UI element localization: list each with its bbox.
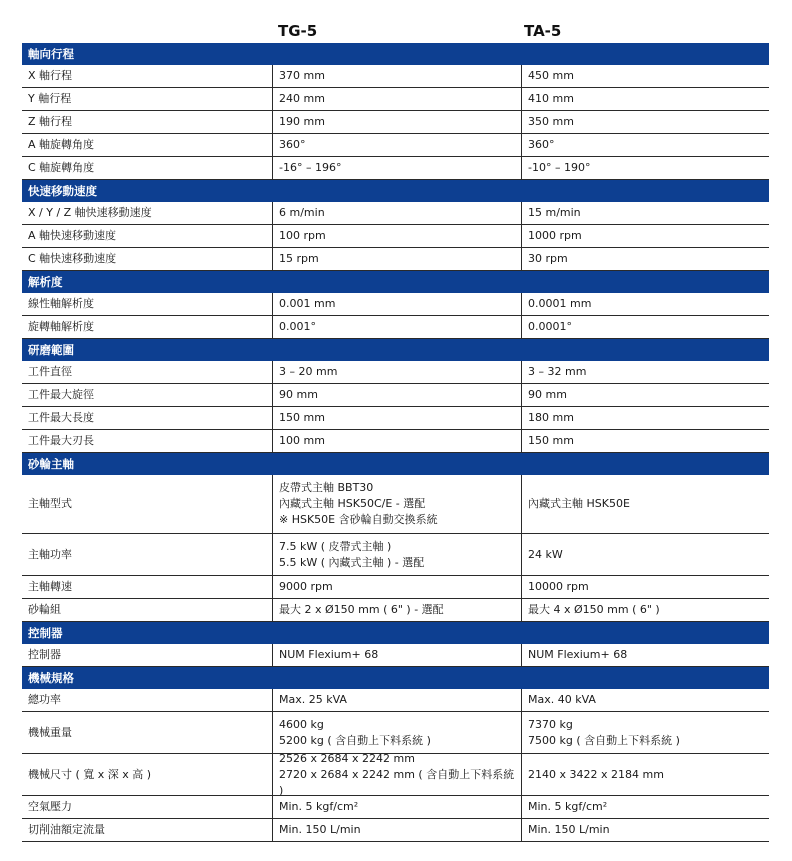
- table-row: [22, 361, 769, 384]
- spec-value-tg5: [272, 134, 521, 156]
- spec-label: C 軸快速移動速度: [28, 252, 117, 265]
- spec-value-line: 450 mm: [528, 69, 574, 82]
- spec-label: 主軸功率: [28, 547, 72, 561]
- table-row: [22, 751, 769, 797]
- spec-label: X 軸行程: [28, 69, 73, 82]
- table-row: [22, 65, 769, 88]
- spec-value-line: 360°: [528, 138, 555, 151]
- spec-label: C 軸旋轉角度: [28, 161, 95, 174]
- table-row: [22, 819, 769, 842]
- spec-value-line: 350 mm: [528, 115, 574, 128]
- table-row: [22, 202, 769, 225]
- spec-value-tg5: [272, 534, 521, 575]
- spec-value-line: 190 mm: [279, 115, 325, 128]
- table-row: [22, 689, 769, 712]
- spec-value-line: 2526 x 2684 x 2242 mm: [279, 751, 415, 765]
- spec-value-tg5: [272, 157, 521, 179]
- spec-label: Y 軸行程: [28, 92, 72, 105]
- table-row: [22, 644, 769, 667]
- spec-value-ta5: [521, 576, 769, 598]
- table-row: [22, 248, 769, 271]
- spec-label: A 軸旋轉角度: [28, 138, 95, 151]
- table-row: [22, 88, 769, 111]
- spec-label: Z 軸行程: [28, 115, 73, 128]
- spec-value-line: Max. 25 kVA: [279, 693, 347, 706]
- spec-value-line: 240 mm: [279, 92, 325, 105]
- spec-value-tg5: [272, 689, 521, 711]
- section-header: 砂輪主軸: [22, 453, 769, 475]
- spec-value-line: 9000 rpm: [279, 580, 333, 593]
- spec-label: 主軸轉速: [28, 580, 72, 593]
- spec-value-tg5: [272, 293, 521, 315]
- spec-value-ta5: [521, 202, 769, 224]
- spec-value-line: 180 mm: [528, 411, 574, 424]
- spec-value-line: 5200 kg ( 含自動上下料系統 ): [279, 733, 431, 747]
- spec-value-ta5: [521, 534, 769, 575]
- spec-value-line: 皮帶式主軸 BBT30: [279, 481, 374, 494]
- section-header: 研磨範圍: [22, 339, 769, 361]
- spec-value-line: 30 rpm: [528, 252, 568, 265]
- spec-value-line: 3 – 20 mm: [279, 365, 338, 378]
- spec-value-ta5: [521, 430, 769, 452]
- spec-value-line: 0.0001°: [528, 320, 572, 333]
- spec-value-line: 410 mm: [528, 92, 574, 105]
- table-row: [22, 111, 769, 134]
- table-row: [22, 599, 769, 622]
- table-row: [22, 475, 769, 534]
- spec-value-line: 150 mm: [279, 411, 325, 424]
- spec-value-line: -10° – 190°: [528, 161, 591, 174]
- spec-value-line: -16° – 196°: [279, 161, 342, 174]
- table-header: [22, 0, 769, 43]
- spec-value-line: 6 m/min: [279, 206, 325, 219]
- spec-value-tg5: [272, 407, 521, 429]
- spec-value-tg5: [272, 248, 521, 270]
- spec-label: 工件最大旋徑: [28, 388, 94, 401]
- section-header: 解析度: [22, 271, 769, 293]
- section-header: 機械規格: [22, 667, 769, 689]
- spec-value-tg5: [272, 712, 521, 753]
- spec-value-line: NUM Flexium+ 68: [279, 648, 379, 661]
- spec-value-ta5: [521, 384, 769, 406]
- spec-value-line: 內藏式主軸 HSK50C/E - 選配: [279, 497, 426, 510]
- spec-value-line: 最大 2 x Ø150 mm ( 6" ) - 選配: [279, 603, 444, 616]
- spec-value-tg5: [272, 796, 521, 818]
- spec-value-tg5: [272, 576, 521, 598]
- spec-value-line: Min. 5 kgf/cm²: [279, 800, 359, 813]
- spec-table: [22, 0, 769, 842]
- spec-label: 主軸型式: [28, 497, 72, 510]
- spec-value-tg5: [272, 111, 521, 133]
- spec-value-line: Min. 5 kgf/cm²: [528, 800, 608, 813]
- spec-value-tg5: [272, 384, 521, 406]
- spec-value-ta5: [521, 134, 769, 156]
- spec-label: 工件最大刃長: [28, 434, 94, 447]
- spec-value-ta5: [521, 644, 769, 666]
- model-name-tg5: TG-5: [278, 22, 318, 40]
- table-row: [22, 293, 769, 316]
- spec-value-line: 360°: [279, 138, 306, 151]
- spec-value-ta5: [521, 819, 769, 841]
- spec-value-tg5: [272, 819, 521, 841]
- spec-value-ta5: [521, 361, 769, 383]
- table-row: [22, 796, 769, 819]
- spec-value-tg5: [272, 88, 521, 110]
- spec-value-tg5: [272, 202, 521, 224]
- spec-value-line: NUM Flexium+ 68: [528, 648, 628, 661]
- spec-value-ta5: [521, 88, 769, 110]
- spec-value-tg5: [272, 430, 521, 452]
- table-row: [22, 576, 769, 599]
- spec-value-line: 15 m/min: [528, 206, 581, 219]
- table-row: [22, 430, 769, 453]
- spec-value-line: 內藏式主軸 HSK50E: [528, 497, 630, 510]
- table-row: [22, 712, 769, 754]
- spec-value-line: 15 rpm: [279, 252, 319, 265]
- spec-value-line: 7.5 kW ( 皮帶式主軸 ): [279, 539, 392, 553]
- spec-value-ta5: [521, 316, 769, 338]
- spec-value-tg5: [272, 316, 521, 338]
- spec-label: 工件最大長度: [28, 411, 94, 424]
- spec-value-ta5: [521, 157, 769, 179]
- spec-label: 空氣壓力: [28, 800, 72, 813]
- spec-value-line: 最大 4 x Ø150 mm ( 6" ): [528, 603, 660, 616]
- spec-value-ta5: [521, 796, 769, 818]
- spec-value-ta5: [521, 111, 769, 133]
- spec-value-line: 0.001°: [279, 320, 316, 333]
- spec-value-ta5: [521, 712, 769, 753]
- spec-label: 控制器: [28, 648, 61, 661]
- spec-value-line: Min. 150 L/min: [279, 823, 361, 836]
- spec-value-line: 1000 rpm: [528, 229, 582, 242]
- spec-value-ta5: [521, 475, 769, 533]
- spec-value-ta5: [521, 293, 769, 315]
- model-name-ta5: TA-5: [524, 22, 562, 40]
- spec-value-line: 90 mm: [279, 388, 318, 401]
- section-header: 控制器: [22, 622, 769, 644]
- spec-sections: [22, 43, 769, 842]
- spec-value-line: Max. 40 kVA: [528, 693, 596, 706]
- spec-label: 線性軸解析度: [28, 297, 94, 310]
- spec-value-line: 5.5 kW ( 內藏式主軸 ) - 選配: [279, 555, 425, 569]
- spec-value-ta5: [521, 225, 769, 247]
- section-header: 快速移動速度: [22, 180, 769, 202]
- spec-value-ta5: [521, 689, 769, 711]
- table-row: [22, 316, 769, 339]
- spec-value-line: 7500 kg ( 含自動上下料系統 ): [528, 733, 680, 747]
- spec-value-line: 0.0001 mm: [528, 297, 592, 310]
- spec-value-line: 10000 rpm: [528, 580, 589, 593]
- spec-value-tg5: [272, 361, 521, 383]
- spec-value-line: ※ HSK50E 含砂輪自動交換系統: [279, 513, 438, 526]
- spec-value-ta5: [521, 248, 769, 270]
- spec-value-ta5: [521, 65, 769, 87]
- spec-value-line: 2140 x 3422 x 2184 mm: [528, 767, 664, 781]
- spec-value-line: 90 mm: [528, 388, 567, 401]
- spec-value-tg5: [272, 599, 521, 621]
- spec-value-tg5: [272, 644, 521, 666]
- table-row: [22, 134, 769, 157]
- spec-label: X / Y / Z 軸快速移動速度: [28, 206, 152, 219]
- spec-value-tg5: [272, 751, 521, 797]
- spec-value-line: 24 kW: [528, 547, 563, 561]
- spec-label: A 軸快速移動速度: [28, 229, 117, 242]
- spec-value-line: Min. 150 L/min: [528, 823, 610, 836]
- spec-value-line: 100 rpm: [279, 229, 326, 242]
- spec-value-ta5: [521, 599, 769, 621]
- spec-label: 機械重量: [28, 725, 72, 739]
- spec-value-line: 2720 x 2684 x 2242 mm ( 含自動上下料系統 ): [279, 767, 515, 797]
- table-row: [22, 384, 769, 407]
- spec-value-line: 370 mm: [279, 69, 325, 82]
- spec-value-ta5: [521, 754, 769, 795]
- table-row: [22, 407, 769, 430]
- spec-value-line: 7370 kg: [528, 717, 573, 731]
- spec-value-line: 0.001 mm: [279, 297, 336, 310]
- spec-label: 機械尺寸 ( 寬 x 深 x 高 ): [28, 767, 152, 781]
- spec-value-tg5: [272, 475, 521, 533]
- spec-label: 總功率: [28, 693, 61, 706]
- spec-value-line: 150 mm: [528, 434, 574, 447]
- section-header: 軸向行程: [22, 43, 769, 65]
- spec-value-line: 3 – 32 mm: [528, 365, 587, 378]
- spec-value-tg5: [272, 65, 521, 87]
- table-row: [22, 534, 769, 576]
- table-row: [22, 225, 769, 248]
- spec-value-ta5: [521, 407, 769, 429]
- table-row: [22, 157, 769, 180]
- spec-value-line: 100 mm: [279, 434, 325, 447]
- spec-label: 工件直徑: [28, 365, 72, 378]
- spec-value-line: 4600 kg: [279, 717, 324, 731]
- spec-label: 切削油額定流量: [28, 823, 105, 836]
- spec-value-tg5: [272, 225, 521, 247]
- spec-label: 砂輪組: [28, 603, 61, 616]
- spec-label: 旋轉軸解析度: [28, 320, 94, 333]
